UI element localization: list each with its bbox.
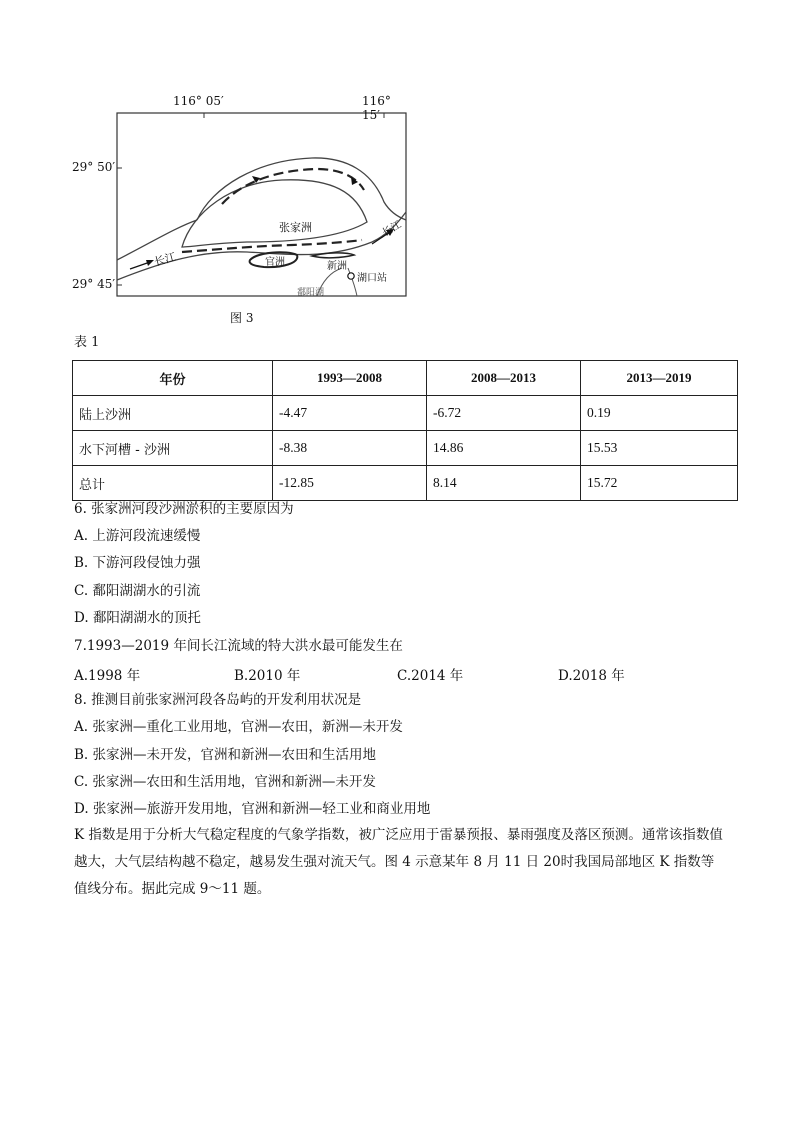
table-title: 表 1	[74, 335, 100, 350]
q8-option-b: B. 张家洲—未开发，官洲和新洲—农田和生活用地	[74, 747, 377, 763]
figure-caption: 图 3	[230, 311, 254, 325]
table-cell: 14.86	[427, 431, 581, 466]
table-cell: 15.72	[581, 466, 738, 501]
q7-option-d: D.2018 年	[558, 668, 625, 684]
q7-option-c: C.2014 年	[397, 668, 464, 684]
figure-3-map	[72, 92, 412, 327]
table-row	[73, 466, 738, 501]
river-map	[72, 92, 412, 327]
data-table	[72, 360, 738, 501]
table-header-cell: 2008—2013	[427, 361, 581, 396]
coord-left-top: 29° 50′	[72, 160, 116, 174]
label-hukou-station: 湖口站	[357, 273, 387, 284]
table-cell: -12.85	[273, 466, 427, 501]
table-cell: -8.38	[273, 431, 427, 466]
coord-left-bottom: 29° 45′	[72, 277, 116, 291]
q6-option-d: D. 鄱阳湖湖水的顶托	[74, 610, 201, 626]
table-row	[73, 396, 738, 431]
table-row	[73, 431, 738, 466]
label-poyang: 鄱阳湖	[297, 288, 325, 298]
label-zhangjiazhou: 张家洲	[279, 221, 312, 234]
q6-option-b: B. 下游河段侵蚀力强	[74, 555, 201, 571]
coord-top-left: 116° 05′	[173, 94, 224, 108]
q7-stem: 7.1993—2019 年间长江流域的特大洪水最可能发生在	[74, 638, 403, 654]
table-cell: 15.53	[581, 431, 738, 466]
hukou-station-marker	[348, 273, 354, 279]
label-changjiang-left: 长江	[152, 250, 178, 269]
table-cell: 0.19	[581, 396, 738, 431]
river-bank-north	[197, 158, 406, 220]
k-index-passage: K 指数是用于分析大气稳定程度的气象学指数，被广泛应用于雷暴预报、暴雨强度及落区预测。通常该指数值越大，大气层结构越不稳定，越易发生强对流天气。图 4 示意某年 8 月 11 日 20时我国局部地区 K 指数等值线分布。据此完成 9～11 题。	[74, 827, 723, 897]
table-cell: 8.14	[427, 466, 581, 501]
table-cell: -4.47	[273, 396, 427, 431]
q6-option-c: C. 鄱阳湖湖水的引流	[74, 583, 201, 599]
q7-option-b: B.2010 年	[234, 668, 301, 684]
label-xinzhou: 新洲	[327, 261, 347, 272]
table-header-row	[73, 361, 738, 396]
flow-line-north	[222, 169, 364, 204]
zhangjiazhou-outline	[182, 180, 367, 247]
flow-line-inlet	[130, 262, 150, 269]
q7-option-a: A.1998 年	[74, 668, 141, 684]
label-changjiang-right: 长江	[380, 219, 404, 239]
q8-stem: 8. 推测目前张家洲河段各岛屿的开发利用状况是	[74, 692, 362, 708]
row-label: 陆上沙洲	[73, 396, 273, 431]
coord-top-right: 116° 15′	[362, 94, 391, 122]
q6-option-a: A. 上游河段流速缓慢	[74, 528, 201, 544]
label-guanzhou: 官洲	[265, 257, 285, 268]
row-label: 水下河槽 - 沙洲	[73, 431, 273, 466]
q8-option-c: C. 张家洲—农田和生活用地，官洲和新洲—未开发	[74, 774, 376, 790]
q6-stem: 6. 张家洲河段沙洲淤积的主要原因为	[74, 501, 294, 517]
flow-arrow-inlet	[146, 260, 154, 266]
q8-option-a: A. 张家洲—重化工业用地，官洲—农田，新洲—未开发	[74, 719, 403, 735]
table-cell: -6.72	[427, 396, 581, 431]
q8-option-d: D. 张家洲—旅游开发用地，官洲和新洲—轻工业和商业用地	[74, 801, 431, 817]
table-header-cell: 1993—2008	[273, 361, 427, 396]
table-header-cell: 年份	[73, 361, 273, 396]
row-label: 总计	[73, 466, 273, 501]
table-header-cell: 2013—2019	[581, 361, 738, 396]
